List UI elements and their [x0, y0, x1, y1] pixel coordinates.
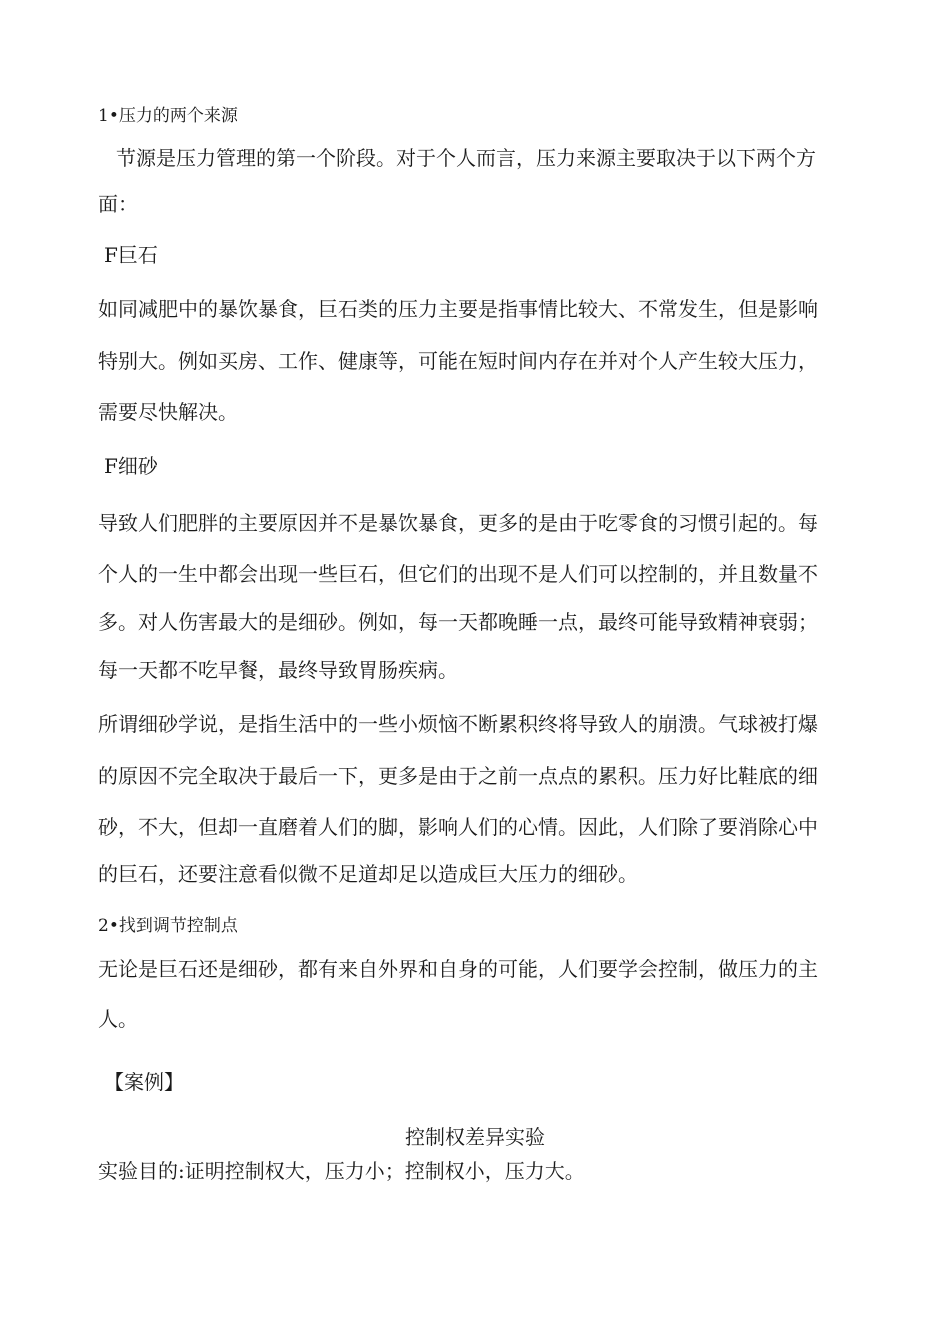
sand-theory-line-3: 砂，不大，但却一直磨着人们的脚，影响人们的心情。因此，人们除了要消除心中: [98, 815, 818, 839]
sand-text-line-2: 个人的一生中都会出现一些巨石，但它们的出现不是人们可以控制的，并且数量不: [98, 562, 818, 586]
case-label: 【案例】: [104, 1070, 184, 1094]
section2-heading: 2•找到调节控制点: [98, 916, 238, 936]
boulder-text-line-2: 特别大。例如买房、工作、健康等，可能在短时间内存在并对个人产生较大压力，: [98, 349, 818, 373]
sand-heading: F细砂: [104, 454, 158, 478]
intro-line-2: 面：: [98, 192, 138, 216]
sand-theory-line-2: 的原因不完全取决于最后一下，更多是由于之前一点点的累积。压力好比鞋底的细: [98, 764, 818, 788]
experiment-title: 控制权差异实验: [405, 1125, 545, 1149]
sand-text-line-1: 导致人们肥胖的主要原因并不是暴饮暴食，更多的是由于吃零食的习惯引起的。每: [98, 511, 818, 535]
section1-heading: 1•压力的两个来源: [98, 106, 238, 126]
intro-line-1: 节源是压力管理的第一个阶段。对于个人而言，压力来源主要取决于以下两个方: [116, 146, 816, 170]
boulder-text-line-1: 如同减肥中的暴饮暴食，巨石类的压力主要是指事情比较大、不常发生，但是影响: [98, 297, 818, 321]
sand-theory-line-1: 所谓细砂学说，是指生活中的一些小烦恼不断累积终将导致人的崩溃。气球被打爆: [98, 712, 818, 736]
sand-theory-line-4: 的巨石，还要注意看似微不足道却足以造成巨大压力的细砂。: [98, 862, 638, 886]
experiment-purpose: 实验目的:证明控制权大，压力小；控制权小，压力大。: [98, 1159, 585, 1183]
sand-text-line-3: 多。对人伤害最大的是细砂。例如，每一天都晚睡一点，最终可能导致精神衰弱；: [98, 610, 818, 634]
boulder-text-line-3: 需要尽快解决。: [98, 400, 238, 424]
section2-text-line-2: 人。: [98, 1007, 138, 1031]
section2-text-line-1: 无论是巨石还是细砂，都有来自外界和自身的可能，人们要学会控制，做压力的主: [98, 957, 818, 981]
sand-text-line-4: 每一天都不吃早餐，最终导致胃肠疾病。: [98, 658, 458, 682]
boulder-heading: F巨石: [104, 243, 158, 267]
